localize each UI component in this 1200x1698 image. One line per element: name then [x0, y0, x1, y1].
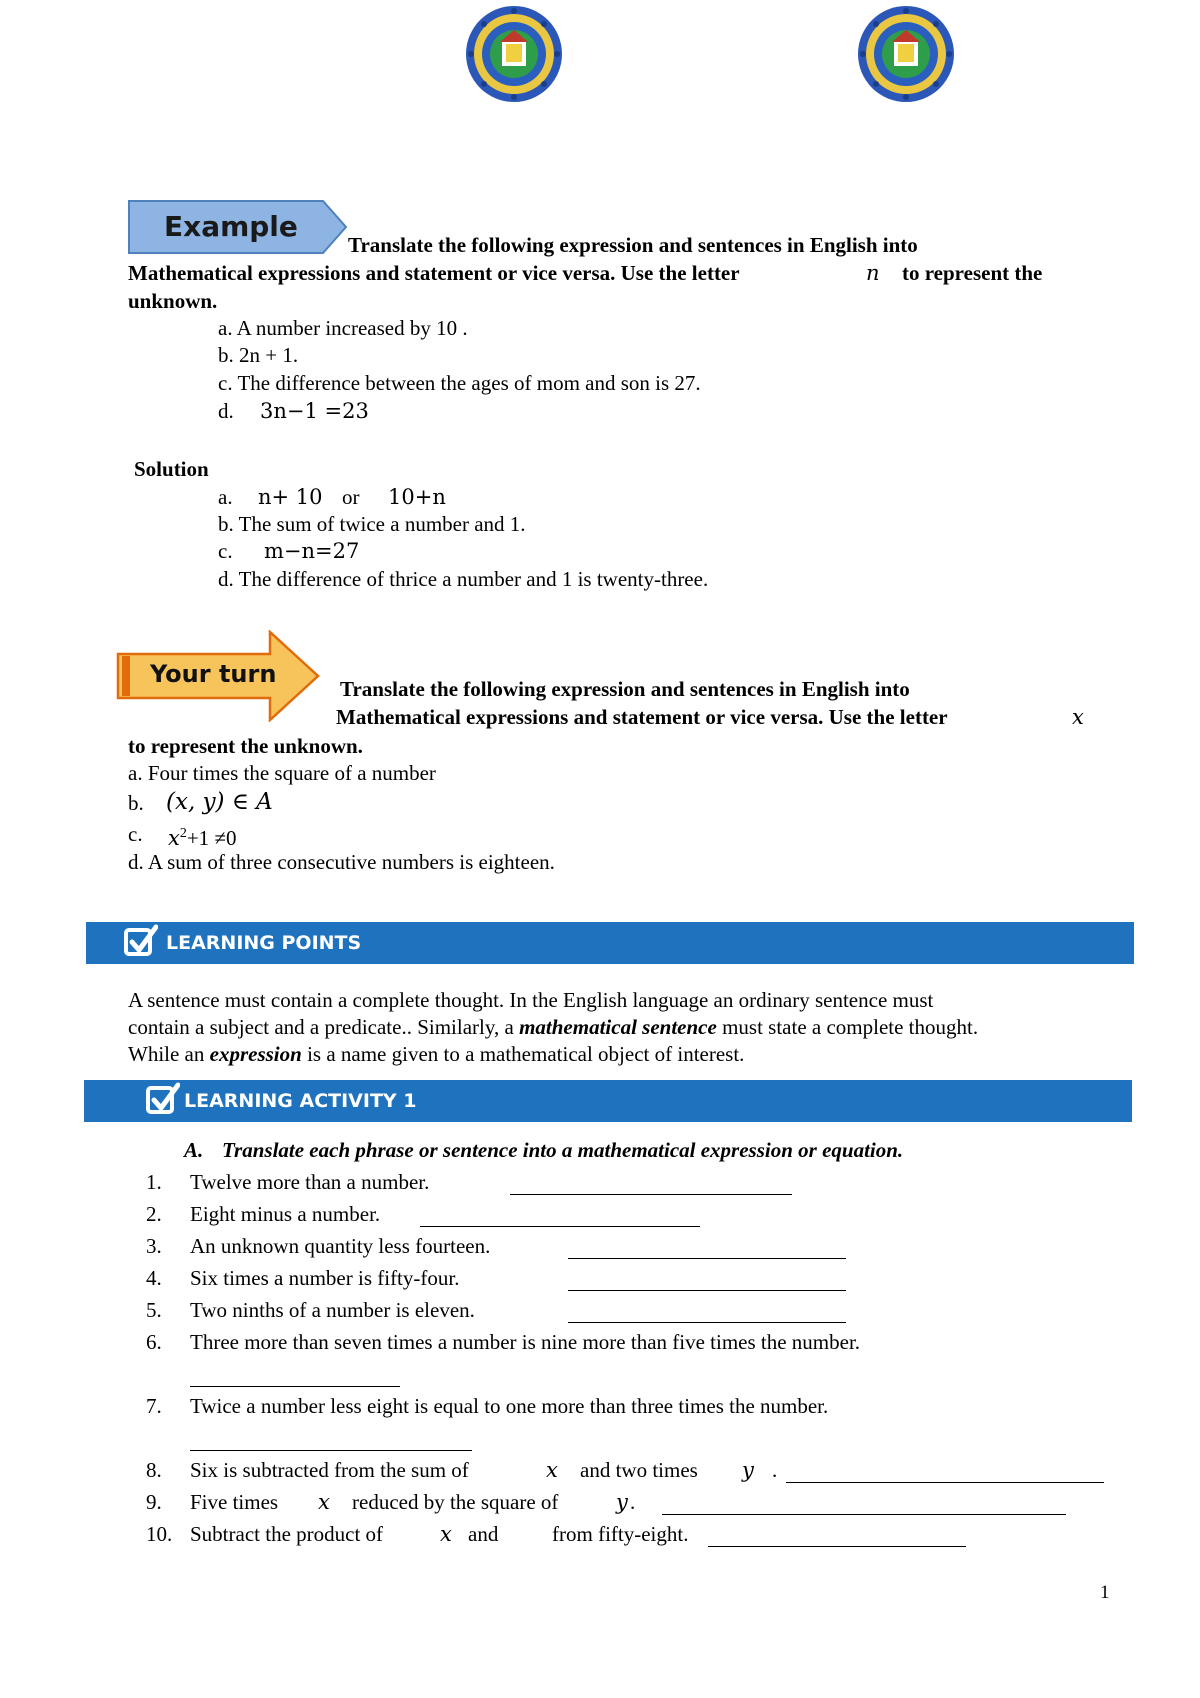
activity-item10-text1: Subtract the product of: [190, 1522, 384, 1546]
activity-item9-text2: reduced by the square of: [352, 1490, 559, 1514]
activity-item10-var-x: x: [440, 1522, 452, 1546]
solution-a-math2: 10+n: [388, 485, 446, 509]
learning-points-line3: [128, 1040, 744, 1068]
activity-item9-var-x: x: [318, 1490, 330, 1514]
example-item-c: c. The difference between the ages of mom and son is 27.: [218, 371, 701, 395]
your-turn-item-c-label: c.: [128, 822, 143, 846]
activity-item8-text3: .: [772, 1458, 778, 1482]
activity-item-num: 1.: [146, 1170, 162, 1194]
learning-points-line2a: contain a subject and a predicate.. Similarly, a: [128, 1015, 514, 1039]
learning-points-line2b: must state a complete thought.: [722, 1015, 979, 1039]
school-seal-logo-right: [856, 4, 956, 104]
example-instruction-line1: Translate the following expression and sentences in English into: [348, 233, 918, 257]
your-turn-item-c-rest: +1 ≠0: [186, 826, 237, 850]
answer-blank[interactable]: [510, 1194, 792, 1195]
your-turn-instruction-line3: to represent the unknown.: [128, 734, 363, 758]
activity-item8-text1: Six is subtracted from the sum of: [190, 1458, 469, 1482]
activity-item8-var-x: x: [546, 1458, 558, 1482]
solution-c-label: c.: [218, 539, 233, 563]
solution-a-label: a.: [218, 485, 233, 509]
your-turn-instruction-line2a: Mathematical expressions and statement or vice versa. Use the letter: [336, 705, 948, 729]
activity-item-num: 5.: [146, 1298, 162, 1322]
activity-item-num: 10.: [146, 1522, 173, 1546]
expression-term: expression: [209, 1042, 302, 1066]
your-turn-item-c-base: x: [168, 826, 180, 850]
answer-blank[interactable]: [190, 1386, 400, 1387]
activity-item8-var-y: y: [742, 1458, 754, 1482]
example-instruction-var: n: [866, 261, 880, 285]
activity-item-text: Six times a number is fifty-four.: [190, 1266, 460, 1290]
learning-points-line3a: While an: [128, 1042, 205, 1066]
answer-blank[interactable]: [568, 1322, 846, 1323]
learning-points-title: LEARNING POINTS: [166, 932, 362, 954]
your-turn-instruction-var: x: [1072, 705, 1084, 729]
answer-blank[interactable]: [568, 1290, 846, 1291]
your-turn-item-b-label: b.: [128, 791, 144, 815]
learning-points-line2: [128, 1013, 978, 1041]
activity-item-text: Eight minus a number.: [190, 1202, 381, 1226]
solution-a-math1: n+ 10: [258, 485, 323, 509]
example-item-b: b. 2n + 1.: [218, 343, 299, 367]
activity-item9-var-y: y: [616, 1490, 628, 1514]
activity-item-num: 3.: [146, 1234, 162, 1258]
learning-points-line3b: is a name given to a mathematical object of interest.: [307, 1042, 745, 1066]
example-badge-label: Example: [164, 210, 298, 243]
activity-item-num: 8.: [146, 1458, 162, 1482]
school-seal-logo-left: [464, 4, 564, 104]
example-item-d-label: d.: [218, 399, 234, 423]
activity-item10-text2: and: [468, 1522, 499, 1546]
answer-blank[interactable]: [190, 1450, 472, 1451]
solution-b: b. The sum of twice a number and 1.: [218, 512, 526, 536]
checkmark-icon: [146, 1082, 180, 1116]
activity-item-text: Twice a number less eight is equal to one more than three times the number.: [190, 1394, 829, 1418]
learning-activity-title: LEARNING ACTIVITY 1: [184, 1090, 417, 1112]
activity-item-text: Three more than seven times a number is nine more than five times the number.: [190, 1330, 861, 1354]
activity-item-num: 2.: [146, 1202, 162, 1226]
mathematical-sentence-term: mathematical sentence: [519, 1015, 717, 1039]
activity-part-label: A.: [184, 1138, 204, 1162]
activity-item-num: 9.: [146, 1490, 162, 1514]
learning-points-line1: A sentence must contain a complete thought. In the English language an ordinary sentence must: [128, 988, 934, 1012]
answer-blank[interactable]: [708, 1546, 966, 1547]
answer-blank[interactable]: [420, 1226, 700, 1227]
solution-a-or: or: [342, 485, 360, 509]
activity-item-text: Two ninths of a number is eleven.: [190, 1298, 475, 1322]
your-turn-item-b-math: (x, y) ∈ A: [166, 789, 273, 815]
activity-item9-text3: .: [630, 1490, 636, 1514]
solution-d: d. The difference of thrice a number and 1 is twenty-three.: [218, 567, 709, 591]
example-instruction-line2a: Mathematical expressions and statement or vice versa. Use the letter: [128, 261, 740, 285]
activity-item-num: 4.: [146, 1266, 162, 1290]
your-turn-item-a: a. Four times the square of a number: [128, 761, 436, 785]
answer-blank[interactable]: [568, 1258, 846, 1259]
activity-item-num: 6.: [146, 1330, 162, 1354]
your-turn-item-d: d. A sum of three consecutive numbers is eighteen.: [128, 850, 555, 874]
page-number: 1: [1100, 1582, 1110, 1603]
solution-c-math: m−n=27: [264, 539, 360, 563]
activity-item-text: An unknown quantity less fourteen.: [190, 1234, 491, 1258]
activity-item-text: Twelve more than a number.: [190, 1170, 430, 1194]
your-turn-instruction-line1: Translate the following expression and sentences in English into: [340, 677, 910, 701]
activity-item-num: 7.: [146, 1394, 162, 1418]
activity-part-instruction: Translate each phrase or sentence into a mathematical expression or equation.: [222, 1138, 904, 1162]
example-instruction-line3: unknown.: [128, 289, 218, 313]
example-item-d-math: 3n−1 =23: [260, 399, 369, 423]
answer-blank[interactable]: [786, 1482, 1104, 1483]
your-turn-badge-label: Your turn: [150, 660, 277, 688]
activity-item8-text2: and two times: [580, 1458, 698, 1482]
checkmark-icon: [124, 924, 158, 958]
example-instruction-line2b: to represent the: [902, 261, 1043, 285]
example-item-a: a. A number increased by 10 .: [218, 316, 468, 340]
activity-item9-text1: Five times: [190, 1490, 279, 1514]
solution-heading: Solution: [134, 457, 209, 481]
activity-item10-text3: from fifty-eight.: [552, 1522, 689, 1546]
answer-blank[interactable]: [662, 1514, 1066, 1515]
your-turn-item-c-exponent: 2: [179, 826, 187, 841]
